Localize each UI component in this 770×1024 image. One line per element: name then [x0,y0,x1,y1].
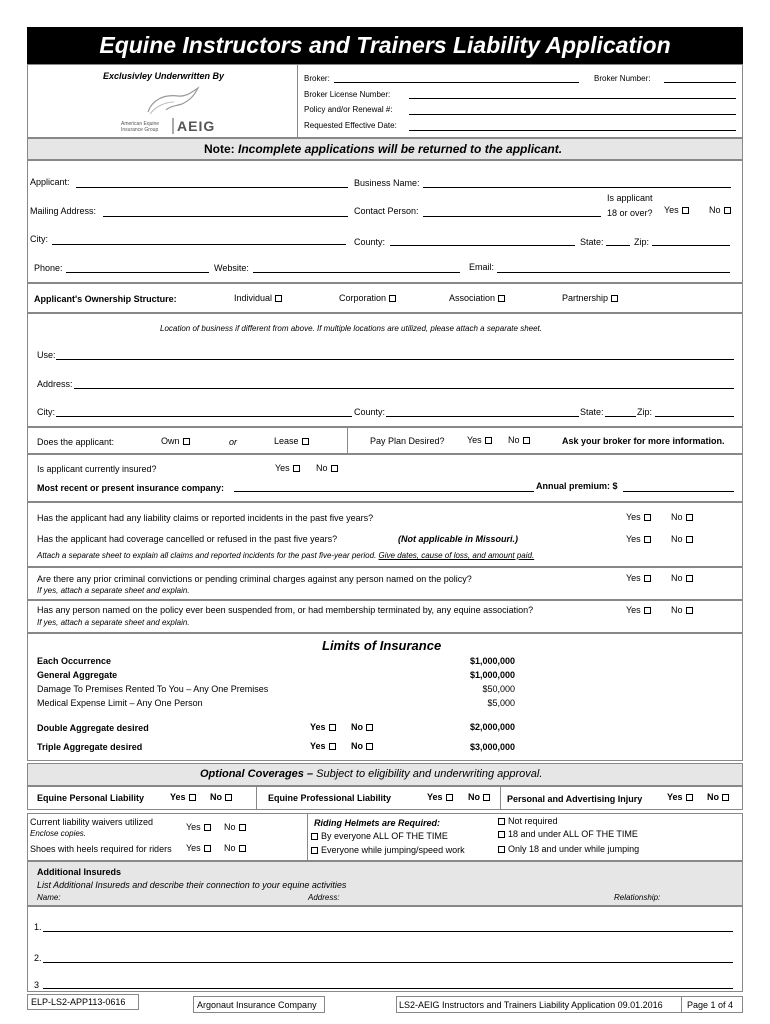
checkbox-icon[interactable] [686,575,693,582]
helmet-jumping-option[interactable]: Everyone while jumping/speed work [311,845,465,855]
shoes-no[interactable]: No [224,843,246,853]
broker-number-label: Broker Number: [594,74,651,83]
checkbox-icon[interactable] [644,536,651,543]
limit-label: Each Occurrence [37,656,112,666]
checkbox-icon[interactable] [329,743,336,750]
checkbox-icon[interactable] [311,833,318,840]
broker-license-label: Broker License Number: [304,90,391,99]
annual-premium-label: Annual premium: $ [536,481,618,491]
checkbox-icon[interactable] [239,824,246,831]
pay-plan-yes[interactable]: Yes [467,435,492,445]
limit-label: General Aggregate [37,670,118,680]
personal-liability-yes[interactable]: Yes [170,792,196,802]
county-field[interactable] [390,245,575,246]
checkbox-icon[interactable] [293,465,300,472]
claims-attach-note: Attach a separate sheet to explain all claims and reported incidents for the past five-year period. Give dates, cause of loss, and amount paid. [37,551,535,560]
line-number: 1. [34,922,42,932]
checkbox-icon[interactable] [483,794,490,801]
claims-no[interactable]: No [671,512,693,522]
location-county-label: County: [354,407,386,417]
zip-field[interactable] [652,245,730,246]
county-label: County: [354,237,386,247]
checkbox-icon[interactable] [498,818,505,825]
location-county-field[interactable] [386,416,579,417]
double-aggregate-label: Double Aggregate desired [37,723,149,733]
state-field[interactable] [606,245,630,246]
additional-insureds-title: Additional Insureds [37,867,122,877]
individual-option[interactable]: Individual [234,293,282,303]
professional-liability-yes[interactable]: Yes [427,792,453,802]
criminal-yes[interactable]: Yes [626,573,651,583]
missouri-note: (Not applicable in Missouri.) [398,534,519,544]
form-code: ELP-LS2-APP113-0616 [31,997,126,1007]
underwritten-by: Exclusivley Underwritten By [103,71,225,81]
additional-insureds-instructions: List Additional Insureds and describe their connection to your equine activities [37,880,347,890]
enclose-note: Enclose copies. [30,829,87,838]
additional-insureds-lines [27,906,743,992]
checkbox-icon[interactable] [686,514,693,521]
waivers-label: Current liability waivers utilized [30,817,154,827]
advertising-injury-label: Personal and Advertising Injury [507,794,643,804]
additional-insured-field[interactable] [43,931,733,932]
contact-person-field[interactable] [423,216,601,217]
email-label: Email: [469,262,495,272]
ask-broker-note: Ask your broker for more information. [562,436,725,446]
over-18-no[interactable]: No [709,205,731,215]
checkbox-icon[interactable] [523,437,530,444]
note-label: Note: [204,142,235,156]
location-city-field[interactable] [56,416,352,417]
helmet-only18-option[interactable]: Only 18 and under while jumping [498,844,639,854]
pay-plan-no[interactable]: No [508,435,530,445]
city-field[interactable] [52,244,346,245]
business-name-field[interactable] [423,187,731,188]
helmets-label: Riding Helmets are Required: [314,818,441,828]
location-address-label: Address: [37,379,73,389]
checkbox-icon[interactable] [644,575,651,582]
broker-license-field[interactable] [409,98,736,99]
limit-value: $5,000 [487,698,515,708]
shoes-label: Shoes with heels required for riders [30,844,172,854]
checkbox-icon[interactable] [611,295,618,302]
location-zip-label: Zip: [637,407,653,417]
policy-renewal-label: Policy and/or Renewal #: [304,105,393,114]
recent-insurer-label: Most recent or present insurance company: [37,483,225,493]
form-title: LS2-AEIG Instructors and Trainers Liability Application 09.01.2016 [399,1000,663,1010]
checkbox-icon[interactable] [724,207,731,214]
page-number: Page 1 of 4 [687,1000,734,1010]
suspended-no[interactable]: No [671,605,693,615]
line-number: 2. [34,953,42,963]
professional-liability-no[interactable]: No [468,792,490,802]
checkbox-icon[interactable] [498,846,505,853]
checkbox-icon[interactable] [722,794,729,801]
criminal-note: If yes, attach a separate sheet and explain. [37,586,190,595]
corporation-option[interactable]: Corporation [339,293,396,303]
suspended-yes[interactable]: Yes [626,605,651,615]
checkbox-icon[interactable] [498,295,505,302]
checkbox-icon[interactable] [498,831,505,838]
website-field[interactable] [253,272,460,273]
additional-insured-field[interactable] [43,988,733,989]
mailing-address-label: Mailing Address: [30,206,97,216]
insured-no[interactable]: No [316,463,338,473]
city-label: City: [30,234,48,244]
applicant-field[interactable] [76,187,348,188]
location-state-field[interactable] [605,416,636,417]
suspended-note: If yes, attach a separate sheet and explain. [37,618,190,627]
limit-value: $1,000,000 [469,670,515,680]
recent-insurer-field[interactable] [234,491,534,492]
checkbox-icon[interactable] [302,438,309,445]
applicant-label: Applicant: [30,177,70,187]
note-text: Incomplete applications will be returned to the applicant. [238,142,563,156]
checkbox-icon[interactable] [239,845,246,852]
broker-label: Broker: [304,74,330,83]
website-label: Website: [214,263,249,273]
checkbox-icon[interactable] [204,845,211,852]
contact-person-label: Contact Person: [354,206,419,216]
advertising-no[interactable]: No [707,792,729,802]
additional-insured-field[interactable] [43,962,733,963]
business-name-label: Business Name: [354,178,420,188]
does-applicant-label: Does the applicant: [37,437,115,447]
checkbox-icon[interactable] [644,514,651,521]
limit-value: $1,000,000 [469,656,515,666]
triple-aggregate-label: Triple Aggregate desired [37,742,143,752]
optional-coverages-title: Optional Coverages – Subject to eligibility and underwriting approval. [200,768,543,780]
email-field[interactable] [497,272,730,273]
checkbox-icon[interactable] [204,824,211,831]
claims-yes[interactable]: Yes [626,512,651,522]
location-address-field[interactable] [74,388,734,389]
checkbox-icon[interactable] [686,794,693,801]
address-column: Address: [308,893,340,902]
criminal-question: Are there any prior criminal convictions or pending criminal charges against any person named on the policy? [37,574,472,584]
mailing-address-field[interactable] [103,216,348,217]
broker-field[interactable] [334,82,579,83]
claims-question: Has the applicant had any liability claims or reported incidents in the past five years? [37,513,374,523]
professional-liability-label: Equine Professional Liability [268,793,392,803]
checkbox-icon[interactable] [686,607,693,614]
cancelled-yes[interactable]: Yes [626,534,651,544]
partnership-option[interactable]: Partnership [562,293,618,303]
over-18-yes[interactable]: Yes [664,205,689,215]
own-option[interactable]: Own [161,436,190,446]
checkbox-icon[interactable] [311,847,318,854]
waivers-yes[interactable]: Yes [186,822,211,832]
double-yes[interactable]: Yes [310,722,336,732]
logo-mark: AEIG [177,118,216,134]
lease-option[interactable]: Lease [274,436,309,446]
state-label: State: [580,237,604,247]
limit-label: Medical Expense Limit – Any One Person [37,698,203,708]
location-state-label: State: [580,407,604,417]
suspended-question: Has any person named on the policy ever been suspended from, or had membership terminated by, any equine association? [37,605,534,615]
criminal-no[interactable]: No [671,573,693,583]
currently-insured-label: Is applicant currently insured? [37,464,157,474]
advertising-yes[interactable]: Yes [667,792,693,802]
personal-liability-label: Equine Personal Liability [37,793,145,803]
triple-aggregate-value: $3,000,000 [469,742,515,752]
checkbox-icon[interactable] [682,207,689,214]
double-aggregate-value: $2,000,000 [469,722,515,732]
svg-text:American Equine: American Equine [121,121,160,127]
checkbox-icon[interactable] [366,743,373,750]
page-title: Equine Instructors and Trainers Liability Application [27,27,743,64]
name-column: Name: [37,893,61,902]
checkbox-icon[interactable] [446,794,453,801]
checkbox-icon[interactable] [275,295,282,302]
checkbox-icon[interactable] [329,724,336,731]
ownership-label: Applicant's Ownership Structure: [34,294,177,304]
svg-text:Insurance Group: Insurance Group [121,127,159,133]
checkbox-icon[interactable] [183,438,190,445]
helmet-under18-option[interactable]: 18 and under ALL OF THE TIME [498,829,638,839]
checkbox-icon[interactable] [644,607,651,614]
checkbox-icon[interactable] [366,724,373,731]
requested-date-label: Requested Effective Date: [304,121,397,130]
requested-date-field[interactable] [409,130,736,131]
phone-label: Phone: [34,263,63,273]
checkbox-icon[interactable] [331,465,338,472]
waivers-no[interactable]: No [224,822,246,832]
shoes-yes[interactable]: Yes [186,843,211,853]
checkbox-icon[interactable] [225,794,232,801]
policy-renewal-field[interactable] [409,114,736,115]
annual-premium-field[interactable] [623,491,734,492]
cancelled-question: Has the applicant had coverage cancelled or refused in the past five years? [37,534,338,544]
insurance-company: Argonaut Insurance Company [197,1000,317,1010]
limit-value: $50,000 [482,684,515,694]
line-number: 3 [34,980,40,990]
personal-liability-no[interactable]: No [210,792,232,802]
helmet-not-required-option[interactable]: Not required [498,816,558,826]
zip-label: Zip: [634,237,650,247]
checkbox-icon[interactable] [485,437,492,444]
location-city-label: City: [37,407,55,417]
limits-title: Limits of Insurance [322,638,442,653]
use-field[interactable] [56,359,734,360]
association-option[interactable]: Association [449,293,505,303]
over-18-label: 18 or over? [607,208,653,218]
insured-yes[interactable]: Yes [275,463,300,473]
insured-box [27,454,743,502]
location-zip-field[interactable] [655,416,734,417]
location-note: Location of business if different from above. If multiple locations are utilized, please attach a separate sheet. [160,324,542,333]
relationship-column: Relationship: [614,893,661,902]
limit-label: Damage To Premises Rented To You – Any One Premises [37,684,269,694]
triple-no[interactable]: No [351,741,373,751]
pay-plan-label: Pay Plan Desired? [370,436,445,446]
checkbox-icon[interactable] [189,794,196,801]
or-label: or [229,437,238,447]
helmet-everyone-option[interactable]: By everyone ALL OF THE TIME [311,831,448,841]
checkbox-icon[interactable] [389,295,396,302]
aeig-logo [120,84,230,136]
triple-yes[interactable]: Yes [310,741,336,751]
checkbox-icon[interactable] [686,536,693,543]
is-applicant-label: Is applicant [607,193,653,203]
cancelled-no[interactable]: No [671,534,693,544]
broker-number-field[interactable] [664,82,736,83]
use-label: Use: [37,350,56,360]
double-no[interactable]: No [351,722,373,732]
phone-field[interactable] [66,272,209,273]
